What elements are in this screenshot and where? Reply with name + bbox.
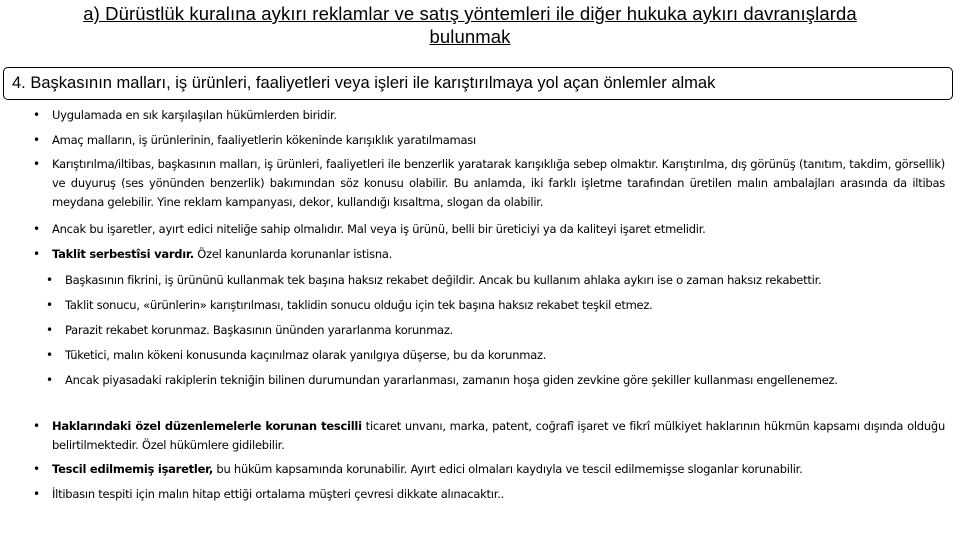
bullet-text: ticaret unvanı, marka, patent, coğrafî işaret ve fikrî mülkiyet haklarının hükmün kapsamı dışında olduğu belirtilmektedir. Özel hükümlere gidilebilir. xyxy=(52,419,945,452)
bullet-text: Ancak bu işaretler, ayırt edici niteliğe sahip olmalıdır. Mal veya iş ürünü, belli bir üreticiyi ya da kaliteyi işaret etmelidir. xyxy=(52,222,706,236)
bullet-dot: • xyxy=(33,462,40,476)
bullet-dot: • xyxy=(33,157,40,171)
slide-title-line-1: a) Dürüstlük kuralına aykırı reklamlar ve satış yöntemleri ile diğer hukuka aykırı davranışlarda xyxy=(83,3,857,24)
sub-bullet-item xyxy=(46,296,945,315)
bullet-item xyxy=(33,131,945,150)
slide-title xyxy=(0,2,940,48)
bullet-dot: • xyxy=(46,298,53,312)
bullet-text: bu hüküm kapsamında korunabilir. Ayırt edici olmaları kaydıyla ve tescil edilmemişse sloganlar korunabilir. xyxy=(213,462,803,476)
sub-bullet-item xyxy=(46,346,945,365)
bullet-text: Parazit rekabet korunmaz. Başkasının ününden yararlanma korunmaz. xyxy=(65,323,454,337)
bullet-text: Başkasının fikrini, iş ürününü kullanmak tek başına haksız rekabet değildir. Ancak bu kullanım ahlaka aykırı ise o zaman haksız rekabettir. xyxy=(65,273,822,287)
bullet-text: Ancak piyasadaki rakiplerin tekniğin bilinen durumundan yararlanması, zamanın hoşa giden zevkine göre şekiller kullanması engellenemez. xyxy=(65,373,838,387)
bullet-item xyxy=(33,417,945,455)
bullet-bold-text: Tescil edilmemiş işaretler, xyxy=(52,462,213,476)
sub-bullet-item xyxy=(46,271,945,290)
bullet-bold-text: Taklit serbestîsi vardır. xyxy=(52,247,194,261)
bullet-dot: • xyxy=(46,373,53,387)
sub-bullet-item xyxy=(46,321,945,340)
bullet-item xyxy=(33,460,945,479)
bullet-text: Özel kanunlarda korunanlar istisna. xyxy=(193,247,393,261)
bullet-item xyxy=(33,106,945,125)
bullet-item xyxy=(33,245,945,264)
heading-box: 4. Başkasının malları, iş ürünleri, faaliyetleri veya işleri ile karıştırılmaya yol açan önlemler almak xyxy=(3,67,953,100)
bullet-dot: • xyxy=(46,273,53,287)
bullet-dot: • xyxy=(33,108,40,122)
bullet-text: Uygulamada en sık karşılaşılan hükümlerden biridir. xyxy=(52,108,337,122)
bullet-dot: • xyxy=(33,222,40,236)
bullet-item xyxy=(33,155,945,212)
bullet-dot: • xyxy=(46,348,53,362)
bullet-dot: • xyxy=(33,133,40,147)
bullet-dot: • xyxy=(46,323,53,337)
bullet-dot: • xyxy=(33,247,40,261)
bullet-text: Tüketici, malın kökeni konusunda kaçınılmaz olarak yanılgıya düşerse, bu da korunmaz. xyxy=(65,348,547,362)
slide-title-line-2: bulunmak xyxy=(429,26,511,47)
bullet-text: Amaç malların, iş ürünlerinin, faaliyetlerin kökeninde karışıklık yaratılmaması xyxy=(52,133,476,147)
bullet-text: İltibasın tespiti için malın hitap ettiği ortalama müşteri çevresi dikkate alınacaktır.. xyxy=(52,487,504,501)
bullet-item xyxy=(33,485,945,504)
bullet-bold-text: Haklarındaki özel düzenlemelerle korunan tescilli xyxy=(52,419,362,433)
bullet-dot: • xyxy=(33,419,40,433)
sub-bullet-item xyxy=(46,371,945,390)
bullet-text: Karıştırılma/iltibas, başkasının malları, iş ürünleri, faaliyetleri ile benzerlik yaratarak karışıklığa sebep olmaktır. Karıştırılma, dış görünüş (tanıtım, takdim, görsellik) ve duyuruş (ses yönünden benzerlik) bakımından söz konusu olabilir. Bu anlamda, iki farklı işletme tarafından üretilen malın ambalajları arasında da iltibas meydana gelebilir. Yine reklam kampanyası, dekor, kullandığı kısaltma, slogan da olabilir. xyxy=(52,157,945,209)
bullet-text: Taklit sonucu, «ürünlerin» karıştırılması, taklidin sonucu olduğu için tek başına haksız rekabet teşkil etmez. xyxy=(65,298,653,312)
bullet-dot: • xyxy=(33,487,40,501)
bullet-item xyxy=(33,220,945,239)
